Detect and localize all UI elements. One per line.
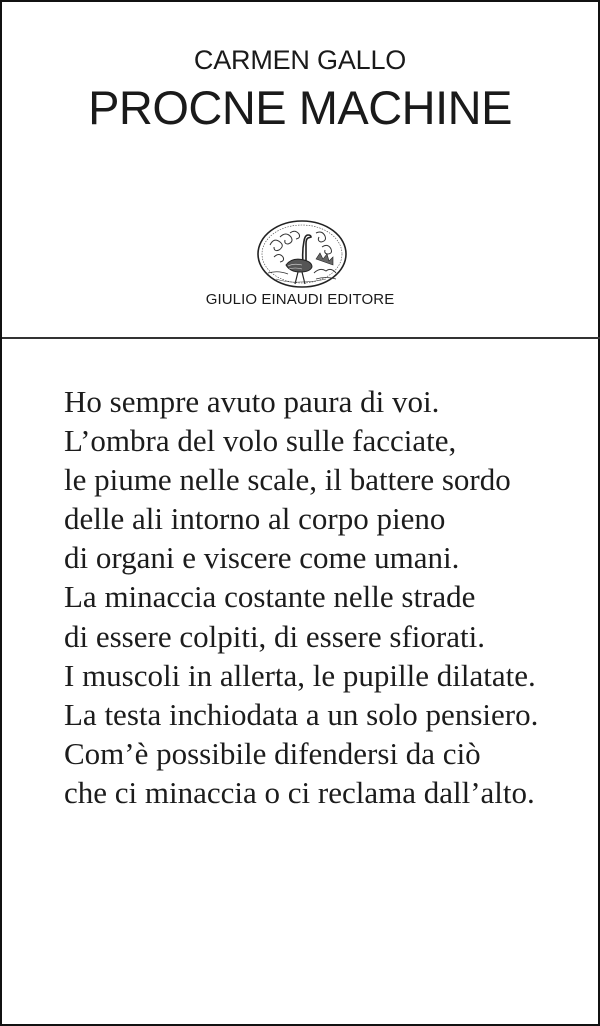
poem-line: La minaccia costante nelle strade xyxy=(64,579,476,615)
poem-excerpt xyxy=(64,382,538,812)
publisher-name: GIULIO EINAUDI EDITORE xyxy=(205,291,395,308)
poem-line: le piume nelle scale, il battere sordo xyxy=(64,462,511,498)
horizontal-divider xyxy=(2,337,600,339)
poem-line: Com’è possibile difendersi da ciò xyxy=(64,735,481,771)
poem-line: La testa inchiodata a un solo pensiero. xyxy=(64,696,539,732)
poem-line: delle ali intorno al corpo pieno xyxy=(64,501,446,537)
poem-line: che ci minaccia o ci reclama dall’alto. xyxy=(64,774,535,810)
author-name: CARMEN GALLO xyxy=(193,45,407,75)
poem-line: di organi e viscere come umani. xyxy=(64,540,460,576)
poem-line: di essere colpiti, di essere sfiorati. xyxy=(64,618,485,654)
poem-line: I muscoli in allerta, le pupille dilatate. xyxy=(64,657,536,693)
ostrich-seal-emblem-icon xyxy=(256,219,348,289)
poem-line: Ho sempre avuto paura di voi. xyxy=(64,384,440,419)
book-title: PROCNE MACHINE xyxy=(88,81,512,134)
poem-line: L’ombra del volo sulle facciate, xyxy=(64,423,457,459)
